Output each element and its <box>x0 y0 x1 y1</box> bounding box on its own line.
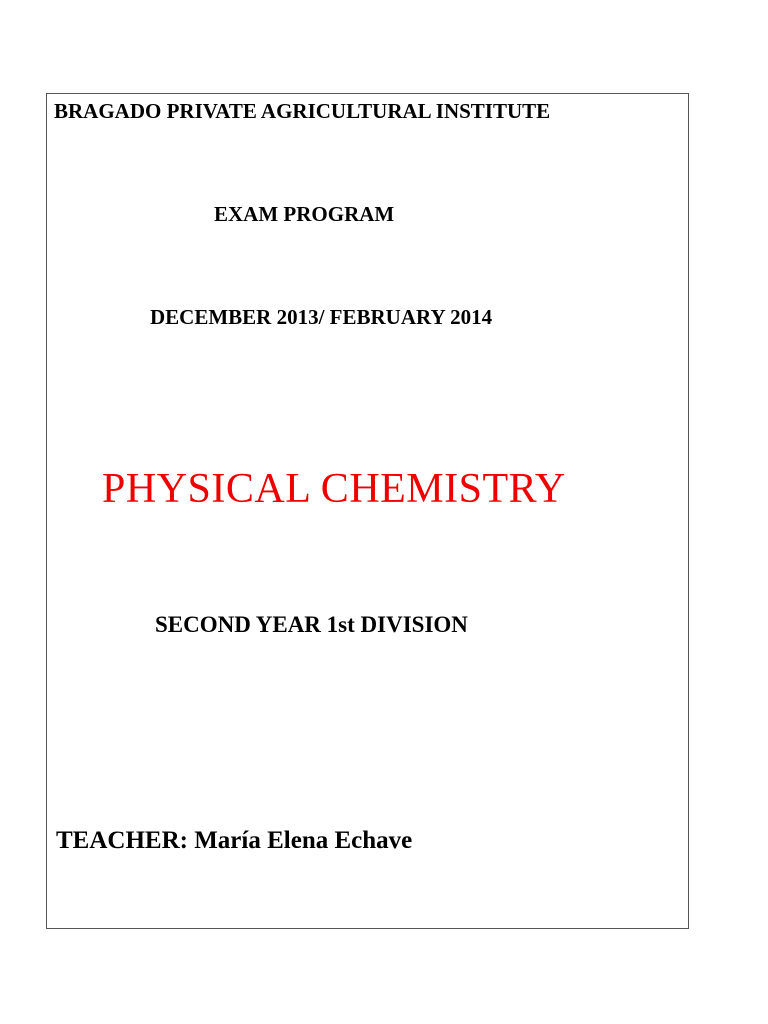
subject-title: PHYSICAL CHEMISTRY <box>102 466 566 512</box>
exam-title: EXAM PROGRAM <box>214 202 395 226</box>
teacher-name: TEACHER: María Elena Echave <box>56 827 413 854</box>
institute-name: BRAGADO PRIVATE AGRICULTURAL INSTITUTE <box>54 99 551 123</box>
exam-period: DECEMBER 2013/ FEBRUARY 2014 <box>150 305 493 329</box>
year-division: SECOND YEAR 1st DIVISION <box>155 612 468 637</box>
